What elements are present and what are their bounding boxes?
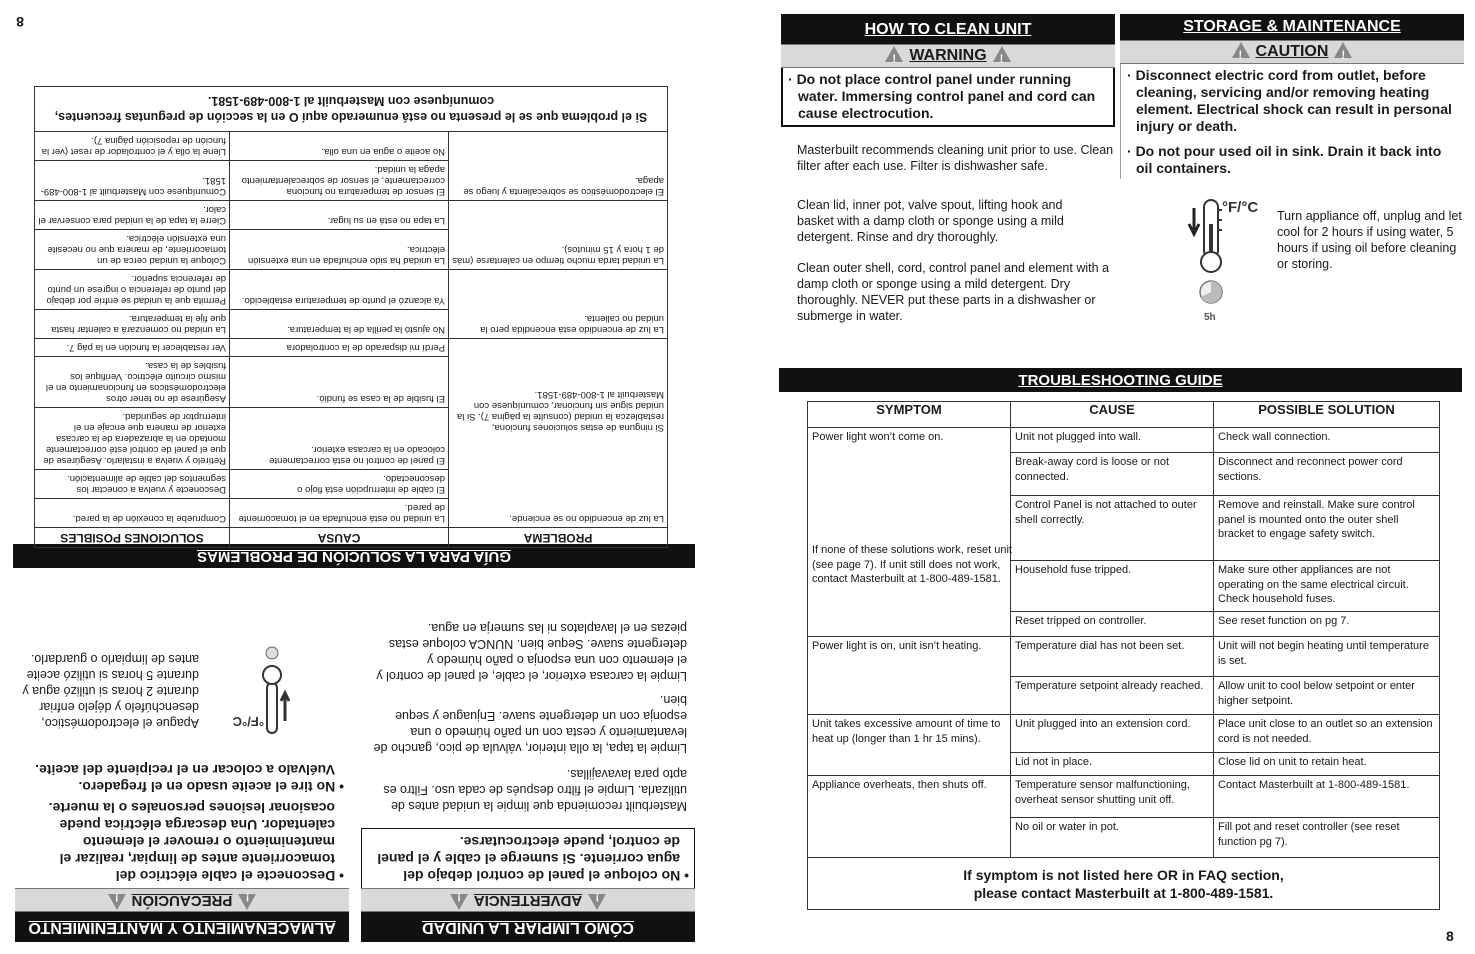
column-header: CAUSA	[230, 528, 449, 548]
warning-icon	[450, 894, 468, 910]
troubleshooting-table	[807, 401, 1440, 910]
table-row: No oil or water in pot. Fill pot and reset controller (see reset function pg 7).	[808, 818, 1440, 858]
caution-bullet: • Desconecte el cable eléctrico del tomacorriente antes de limpiar, realizar el mantenimiento o remover el elemento calentador. Una descarga eléctrica puede ocasionar lesiones personales o la muerte.	[48, 800, 344, 884]
clean-paragraph: Masterbuilt recomienda que limpie la unidad antes de utilizarla. Limpie el filtro después de cada uso. Filtro es apto para lavavajillas.	[383, 767, 687, 813]
warning-bar: !WARNING!	[781, 44, 1115, 68]
section-header: TROUBLESHOOTING GUIDE	[779, 368, 1462, 392]
symptom-cell: Power light won’t come on. If none of these solutions work, reset unit (see page 7). If unit still does not work, contact Masterbuilt at 1-800-489-1581.	[808, 428, 1011, 637]
table-row: Reset tripped on controller. See reset function on pg 7.	[808, 612, 1440, 637]
storage-section	[1120, 14, 1464, 179]
table-row: Lid not in place. Close lid on unit to retain heat.	[808, 753, 1440, 776]
table-row: La tapa no está en su lugar. Cierre la tapa de la unidad para conservar el calor.	[35, 201, 668, 230]
warning-icon	[993, 46, 1011, 62]
thermometer-icon	[231, 641, 291, 741]
warning-icon	[238, 894, 256, 910]
table-row: Control Panel is not attached to outer shell correctly. Remove and reinstall. Make sure control panel is mounted onto the outer shell bracket to engage safety switch.	[808, 496, 1440, 561]
table-row: El fusible de la casa se fundió. Asegúrese de no tener otros electrodomésticos en funcionamiento en el mismo circuito eléctrico. Verifique los fusibles de la casa.	[35, 357, 668, 408]
clean-paragraph: Clean lid, inner pot, valve spout, lifting hook and basket with a damp cloth or sponge using a mild detergent. Rinse and dry thoroughly.	[797, 198, 1064, 244]
caution-bar: !PRECAUCIÓN!	[15, 888, 349, 912]
column-header: PROBLEMA	[449, 528, 668, 548]
table-row: Power light is on, unit isn’t heating. Temperature dial has not been set. Unit will not begin heating until temperature is set.	[808, 637, 1440, 677]
page-number: 8	[16, 14, 24, 30]
warning-bar: !ADVERTENCIA!	[361, 888, 695, 912]
column-header: CAUSE	[1011, 402, 1214, 428]
table-row: Power light won’t come on. If none of these solutions work, reset unit (see page 7). If unit still does not work, contact Masterbuilt at 1-800-489-1581. Unit not plugged into wall. Check wall connection.	[808, 428, 1440, 453]
page-number: 8	[1446, 928, 1454, 944]
section-header: ALMACENAMIENTO Y MANTENIMIENTO	[15, 912, 349, 942]
table-row: La luz de encendido no se enciende. Si ninguna de estas soluciones funciona, restablezca la unidad (consulte la página 7). Si la unidad sigue sin funcionar, comuníquese con Masterbuilt al 1-800-489-1581. La unidad no está enchufada en el tomacorriente de pared. Compruebe la conexión de la pared.	[35, 499, 668, 528]
clean-paragraph: Clean outer shell, cord, control panel and element with a damp cloth or sponge using a mild detergent. Dry thoroughly. NEVER put these parts in a dishwasher or submerge in water.	[797, 261, 1109, 323]
table-row: Ya alcanzó el punto de temperatura establecido. Permita que la unidad se enfríe por debajo del punto de referencia o ingrese un punto de referencia superior.	[35, 270, 668, 310]
warning-icon	[108, 894, 126, 910]
table-row: Household fuse tripped. Make sure other appliances are not operating on the same electrical circuit. Check household fuses.	[808, 561, 1440, 612]
cool-down-text: Turn appliance off, unplug and let cool for 2 hours if using water, 5 hours if using oil before cleaning or storing.	[1277, 209, 1462, 271]
clean-section-es	[361, 620, 695, 942]
clean-paragraph: Masterbuilt recommends cleaning unit prior to use. Clean filter after each use. Filter is dishwasher safe.	[797, 143, 1114, 173]
section-header: CÓMO LIMPIAR LA UNIDAD	[361, 912, 695, 942]
caution-bullet: · Do not pour used oil in sink. Drain it back into oil containers.	[1120, 137, 1464, 179]
section-header: HOW TO CLEAN UNIT	[781, 14, 1115, 44]
table-row: El cable de interrupción está flojo o desconectado. Desconecte y vuelva a conectar los segmentos del cable de alimentación.	[35, 470, 668, 499]
section-header: STORAGE & MAINTENANCE	[1120, 14, 1464, 40]
table-row: El electrodoméstico se sobrecalienta y luego se apaga. El sensor de temperatura no funciona correctamente, el sensor de sobrecalentamiento apaga la unidad. Comuníquese con Masterbuilt al 1-800-489-1581.	[35, 161, 668, 201]
svg-text:°F/°C: °F/°C	[1222, 199, 1259, 216]
warning-bullet: • No coloque el panel de control debajo del agua corriente. Si sumerge el cable y el panel de control, puede electrocutarse.	[361, 828, 695, 888]
svg-text:°F/°C: °F/°C	[232, 714, 264, 729]
table-row: Appliance overheats, then shuts off. Temperature sensor malfunctioning, overheat sensor shutting unit off. Contact Masterbuilt at 1-800-489-1581.	[808, 776, 1440, 818]
clean-paragraph: Limpie la tapa, la olla interior, válvula de pico, gancho de levantamiento y cesta con un paño húmedo o una esponja con un detergente suave. Enjuague y seque bien.	[373, 693, 687, 755]
warning-icon	[885, 46, 903, 62]
thermometer-icon	[1186, 194, 1266, 324]
table-row: No aceite o agua en una olla. Llene la olla y el controlador de reset (ver la función de reposición página 7).	[35, 132, 668, 161]
warning-icon	[1232, 42, 1250, 58]
spanish-page	[0, 0, 710, 954]
caution-bullet: • No tire el aceite usado en el fregadero. Vuélvalo a colocar en el recipiente del aceite.	[35, 762, 344, 795]
section-header: GUÍA PARA LA SOLUCIÓN DE PROBLEMAS	[13, 544, 695, 568]
warning-bullet: · Do not place control panel under running water. Immersing control panel and cord can cause electrocution.	[781, 68, 1115, 127]
table-footer: Si el problema que se le presenta no está enumerado aquí O en la sección de preguntas frecuentes, comuníquese con Masterbuilt al 1-800-489-1581.	[35, 87, 668, 132]
table-row: El panel de control no está correctamente colocado en la carcasa exterior. Retírelo y vuelva a instalarlo. Asegúrese de que el panel de control esté correctamente montado en la abrazadera de la carcasa exterior de manera que encaje en el interruptor de seguridad.	[35, 408, 668, 470]
clean-section	[781, 14, 1115, 127]
table-row: Break-away cord is loose or not connected. Disconnect and reconnect power cord sections.	[808, 453, 1440, 496]
table-row: La unidad tarda mucho tiempo en calentarse (más de 1 hora y 15 minutos). La unidad ha sido enchufada en una extensión eléctrica. Coloque la unidad cerca de un tomacorriente, de manera que no necesite una extensión eléctrica.	[35, 230, 668, 270]
cool-down-block	[15, 611, 349, 741]
column-header: SOLUCIONES POSIBLES	[35, 528, 230, 548]
cool-down-text: Apague el electrodoméstico, desenchúfelo y déjelo enfriar durante 2 horas si utilizó agua y durante 5 horas si utilizó aceite antes de limpiarlo o guardarlo.	[22, 652, 199, 730]
table-footer	[808, 858, 1440, 910]
footer-line: If symptom is not listed here OR in FAQ section,	[963, 866, 1284, 883]
caution-bullet: · Disconnect electric cord from outlet, before cleaning, servicing and/or removing heating element. Electrical shock can result in personal injury or death.	[1120, 64, 1464, 137]
table-row: Unit takes excessive amount of time to heat up (longer than 1 hr 15 mins). Unit plugged into an extension cord. Place unit close to an outlet so an extension cord is not needed.	[808, 715, 1440, 753]
caution-bar: !CAUTION!	[1120, 40, 1464, 64]
table-row: Perdí mi disparado de la controladora Ver restablecer la función en la pág 7.	[35, 339, 668, 357]
troubleshooting-table-es	[34, 86, 668, 548]
warning-icon	[1334, 42, 1352, 58]
table-row: La luz de encendido está encendida pero la unidad no calienta. No ajustó la perilla de la temperatura. La unidad no comenzará a calentar hasta que fije la temperatura.	[35, 310, 668, 339]
storage-section-es	[15, 611, 349, 942]
column-header: POSSIBLE SOLUTION	[1214, 402, 1440, 428]
svg-text:5h: 5h	[1204, 312, 1216, 323]
clean-paragraph: Limpie la carcasa exterior, el cable, el panel de control y el elemento con una esponja o paño húmedo y detergente suave. Seque bien. NUNCA coloque estas piezas en el lavaplatos ni las sumerja en agua.	[376, 621, 687, 683]
footer-line: please contact Masterbuilt at 1-800-489-1581.	[973, 884, 1274, 901]
table-row: Temperature setpoint already reached. Allow unit to cool below setpoint or enter higher setpoint.	[808, 677, 1440, 715]
warning-icon	[588, 894, 606, 910]
column-header: SYMPTOM	[808, 402, 1011, 428]
